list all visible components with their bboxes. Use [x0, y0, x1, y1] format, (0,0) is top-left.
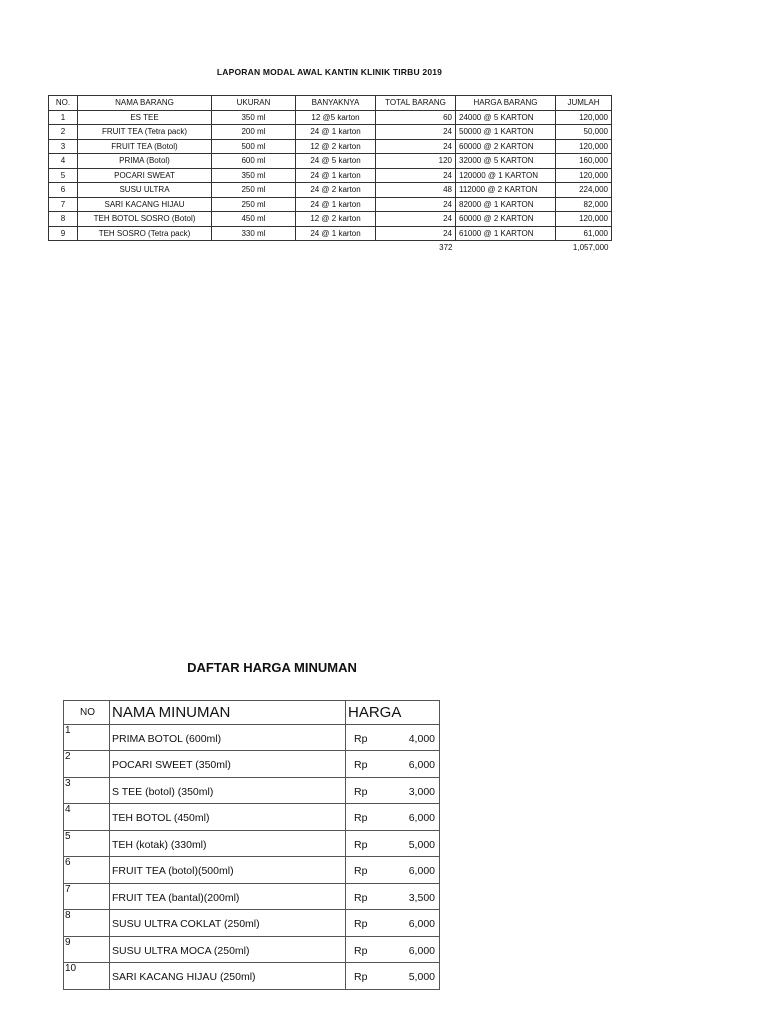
cell-harga-barang: 120000 @ 1 KARTON	[456, 168, 556, 183]
cell-harga-barang: 82000 @ 1 KARTON	[456, 197, 556, 212]
cell-no: 2	[49, 125, 78, 140]
table-header-row	[49, 96, 612, 111]
cell-total-barang: 24	[376, 168, 456, 183]
report-title: LAPORAN MODAL AWAL KANTIN KLINIK TIRBU 2019	[216, 67, 443, 77]
cell-ukuran: 330 ml	[212, 226, 296, 241]
cell-banyaknya: 12 @ 2 karton	[296, 212, 376, 227]
empty-cell	[49, 241, 78, 255]
cell-harga-barang: 60000 @ 2 KARTON	[456, 212, 556, 227]
price-cell-no: 3	[64, 777, 110, 804]
price-cell-no: 6	[64, 857, 110, 884]
cell-banyaknya: 24 @ 5 karton	[296, 154, 376, 169]
cell-nama-barang: SARI KACANG HIJAU	[78, 197, 212, 212]
cell-banyaknya: 12 @ 2 karton	[296, 139, 376, 154]
header-harga-barang: HARGA BARANG	[456, 96, 556, 111]
price-cell-currency: Rp	[346, 777, 386, 804]
price-cell-harga: 5,000	[386, 963, 440, 990]
cell-nama-barang: FRUIT TEA (Botol)	[78, 139, 212, 154]
cell-banyaknya: 24 @ 1 karton	[296, 125, 376, 140]
price-cell-harga: 4,000	[386, 724, 440, 751]
cell-no: 4	[49, 154, 78, 169]
cell-harga-barang: 24000 @ 5 KARTON	[456, 110, 556, 125]
price-cell-nama: FRUIT TEA (bantal)(200ml)	[110, 883, 346, 910]
table-row	[49, 125, 612, 140]
cell-nama-barang: FRUIT TEA (Tetra pack)	[78, 125, 212, 140]
cell-jumlah: 120,000	[556, 212, 612, 227]
price-header-row	[64, 701, 440, 725]
list-item	[64, 777, 440, 804]
total-row	[49, 241, 612, 255]
list-item	[64, 963, 440, 990]
cell-ukuran: 350 ml	[212, 168, 296, 183]
cell-total-barang: 24	[376, 226, 456, 241]
cell-nama-barang: SUSU ULTRA	[78, 183, 212, 198]
price-cell-no: 5	[64, 830, 110, 857]
price-cell-nama: TEH BOTOL (450ml)	[110, 804, 346, 831]
price-cell-no: 10	[64, 963, 110, 990]
header-ukuran: UKURAN	[212, 96, 296, 111]
cell-no: 9	[49, 226, 78, 241]
cell-jumlah: 224,000	[556, 183, 612, 198]
table-row	[49, 226, 612, 241]
total-jumlah-value: 1,057,000	[572, 243, 609, 253]
price-cell-nama: TEH (kotak) (330ml)	[110, 830, 346, 857]
cell-no: 5	[49, 168, 78, 183]
cell-jumlah: 120,000	[556, 139, 612, 154]
price-cell-nama: SUSU ULTRA COKLAT (250ml)	[110, 910, 346, 937]
cell-banyaknya: 24 @ 2 karton	[296, 183, 376, 198]
cell-banyaknya: 24 @ 1 karton	[296, 226, 376, 241]
price-cell-no: 1	[64, 724, 110, 751]
cell-harga-barang: 60000 @ 2 KARTON	[456, 139, 556, 154]
price-cell-currency: Rp	[346, 724, 386, 751]
cell-ukuran: 250 ml	[212, 183, 296, 198]
cell-nama-barang: POCARI SWEAT	[78, 168, 212, 183]
header-no: NO.	[49, 96, 78, 111]
price-cell-nama: SARI KACANG HIJAU (250ml)	[110, 963, 346, 990]
price-cell-harga: 5,000	[386, 830, 440, 857]
header-nama-barang: NAMA BARANG	[78, 96, 212, 111]
cell-jumlah: 61,000	[556, 226, 612, 241]
cell-no: 8	[49, 212, 78, 227]
price-cell-currency: Rp	[346, 936, 386, 963]
price-cell-no: 8	[64, 910, 110, 937]
price-header-no: NO	[64, 701, 110, 725]
cell-no: 1	[49, 110, 78, 125]
empty-cell	[78, 241, 212, 255]
cell-harga-barang: 112000 @ 2 KARTON	[456, 183, 556, 198]
cell-nama-barang: ES TEE	[78, 110, 212, 125]
price-cell-nama: S TEE (botol) (350ml)	[110, 777, 346, 804]
cell-no: 6	[49, 183, 78, 198]
list-item	[64, 857, 440, 884]
price-cell-harga: 6,000	[386, 910, 440, 937]
list-item	[64, 830, 440, 857]
price-cell-no: 7	[64, 883, 110, 910]
cell-banyaknya: 12 @5 karton	[296, 110, 376, 125]
capital-report-table	[48, 95, 612, 255]
total-barang-value: 372	[439, 243, 453, 253]
list-item	[64, 751, 440, 778]
cell-banyaknya: 24 @ 1 karton	[296, 168, 376, 183]
cell-ukuran: 450 ml	[212, 212, 296, 227]
price-cell-currency: Rp	[346, 963, 386, 990]
table-row	[49, 110, 612, 125]
cell-harga-barang: 50000 @ 1 KARTON	[456, 125, 556, 140]
cell-ukuran: 500 ml	[212, 139, 296, 154]
cell-no: 3	[49, 139, 78, 154]
price-cell-harga: 6,000	[386, 751, 440, 778]
cell-total-barang: 24	[376, 125, 456, 140]
price-cell-nama: PRIMA BOTOL (600ml)	[110, 724, 346, 751]
price-cell-harga: 6,000	[386, 804, 440, 831]
cell-total-barang: 24	[376, 212, 456, 227]
cell-no: 7	[49, 197, 78, 212]
cell-ukuran: 200 ml	[212, 125, 296, 140]
price-cell-harga: 6,000	[386, 857, 440, 884]
list-item	[64, 804, 440, 831]
list-item	[64, 724, 440, 751]
cell-banyaknya: 24 @ 1 karton	[296, 197, 376, 212]
price-cell-currency: Rp	[346, 804, 386, 831]
header-total-barang: TOTAL BARANG	[376, 96, 456, 111]
empty-cell	[296, 241, 376, 255]
cell-harga-barang: 32000 @ 5 KARTON	[456, 154, 556, 169]
cell-total-barang: 60	[376, 110, 456, 125]
empty-cell	[212, 241, 296, 255]
price-cell-no: 2	[64, 751, 110, 778]
list-item	[64, 936, 440, 963]
cell-nama-barang: PRIMA (Botol)	[78, 154, 212, 169]
price-cell-no: 4	[64, 804, 110, 831]
price-cell-harga: 3,000	[386, 777, 440, 804]
price-cell-nama: POCARI SWEET (350ml)	[110, 751, 346, 778]
cell-total-barang: 24	[376, 197, 456, 212]
price-cell-currency: Rp	[346, 883, 386, 910]
price-header-nama: NAMA MINUMAN	[110, 701, 346, 725]
table-row	[49, 154, 612, 169]
cell-ukuran: 250 ml	[212, 197, 296, 212]
price-cell-currency: Rp	[346, 857, 386, 884]
table-row	[49, 183, 612, 198]
table-row	[49, 139, 612, 154]
cell-harga-barang: 61000 @ 1 KARTON	[456, 226, 556, 241]
price-header-harga: HARGA	[346, 701, 440, 725]
table-row	[49, 197, 612, 212]
cell-jumlah: 160,000	[556, 154, 612, 169]
cell-jumlah: 50,000	[556, 125, 612, 140]
price-cell-currency: Rp	[346, 910, 386, 937]
cell-ukuran: 600 ml	[212, 154, 296, 169]
cell-jumlah: 82,000	[556, 197, 612, 212]
price-cell-harga: 3,500	[386, 883, 440, 910]
list-item	[64, 883, 440, 910]
cell-jumlah: 120,000	[556, 168, 612, 183]
table-row	[49, 212, 612, 227]
header-banyaknya: BANYAKNYA	[296, 96, 376, 111]
price-cell-nama: FRUIT TEA (botol)(500ml)	[110, 857, 346, 884]
price-cell-currency: Rp	[346, 751, 386, 778]
header-jumlah: JUMLAH	[556, 96, 612, 111]
list-item	[64, 910, 440, 937]
cell-total-barang: 24	[376, 139, 456, 154]
table-row	[49, 168, 612, 183]
cell-total-barang: 120	[376, 154, 456, 169]
cell-nama-barang: TEH SOSRO (Tetra pack)	[78, 226, 212, 241]
price-cell-currency: Rp	[346, 830, 386, 857]
price-cell-no: 9	[64, 936, 110, 963]
cell-jumlah: 120,000	[556, 110, 612, 125]
price-list-table	[63, 700, 440, 990]
price-cell-harga: 6,000	[386, 936, 440, 963]
cell-total-barang: 48	[376, 183, 456, 198]
price-list-title: DAFTAR HARGA MINUMAN	[187, 660, 357, 675]
cell-ukuran: 350 ml	[212, 110, 296, 125]
price-cell-nama: SUSU ULTRA MOCA (250ml)	[110, 936, 346, 963]
cell-nama-barang: TEH BOTOL SOSRO (Botol)	[78, 212, 212, 227]
empty-cell	[456, 241, 556, 255]
